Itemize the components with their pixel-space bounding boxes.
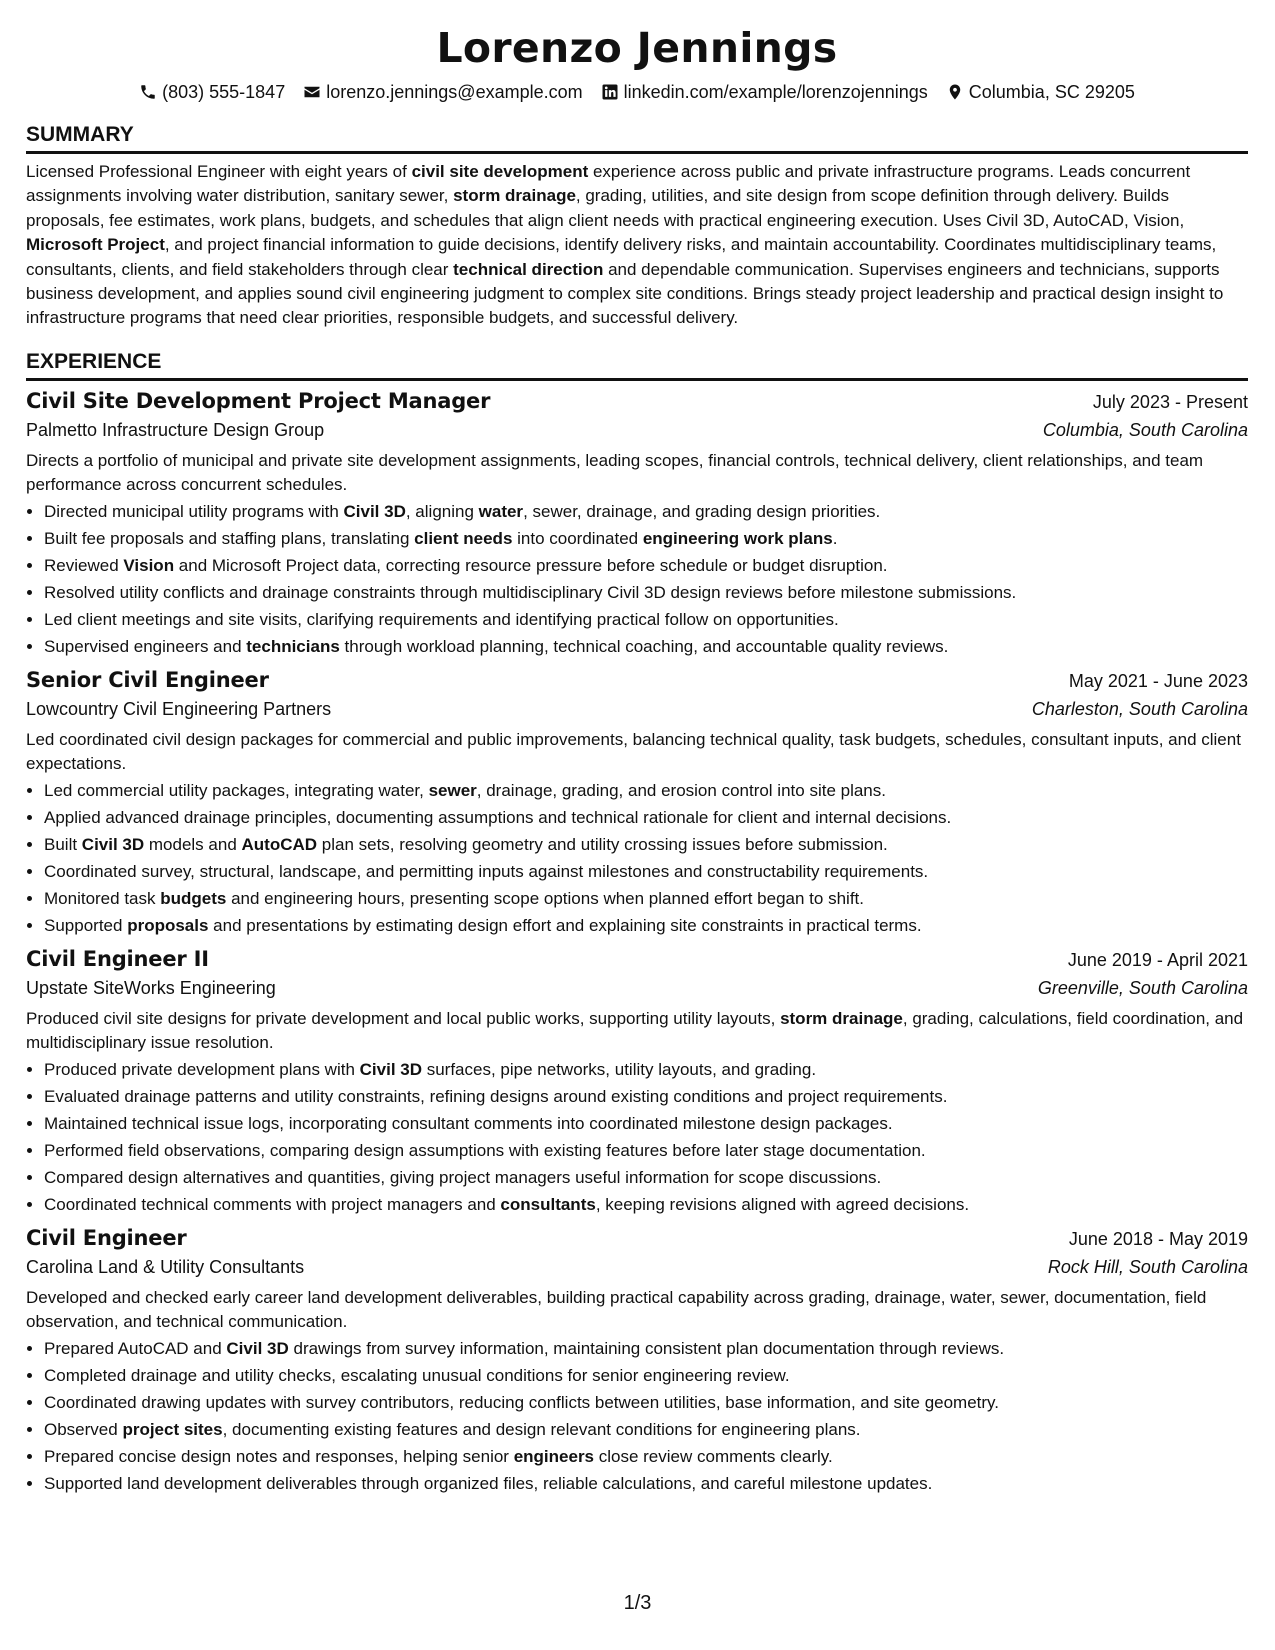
job-title: Civil Engineer II bbox=[26, 946, 209, 971]
job-bullet: • Reviewed Vision and Microsoft Project data, correcting resource pressure before schedule or budget disruption. bbox=[44, 552, 1248, 579]
job-bullet: • Led client meetings and site visits, clarifying requirements and identifying practical follow on opportunities. bbox=[44, 606, 1248, 633]
contact-phone bbox=[139, 80, 285, 104]
envelope-icon bbox=[303, 83, 321, 101]
job-bullet: • Coordinated technical comments with project managers and consultants, keeping revisions aligned with agreed decisions. bbox=[44, 1191, 1248, 1218]
contact-linkedin[interactable] bbox=[601, 80, 928, 104]
job-bullet: • Coordinated survey, structural, landscape, and permitting inputs against milestones and constructability requirements. bbox=[44, 858, 1248, 885]
job-bullet: • Maintained technical issue logs, incorporating consultant comments into coordinated milestone design packages. bbox=[44, 1110, 1248, 1137]
job-bullet: • Evaluated drainage patterns and utility constraints, refining designs around existing conditions and project requirements. bbox=[44, 1083, 1248, 1110]
job-bullet: • Directed municipal utility programs with Civil 3D, aligning water, sewer, drainage, and grading design priorities. bbox=[44, 498, 1248, 525]
job-header bbox=[26, 389, 1248, 413]
page-number: 1/3 bbox=[623, 1592, 652, 1614]
job-description: Developed and checked early career land development deliverables, building practical capability across grading, drainage, water, sewer, documentation, field observation, and technical communication. bbox=[26, 1287, 1207, 1331]
job-bullets bbox=[26, 498, 1248, 660]
job-entry bbox=[26, 668, 1248, 939]
candidate-name: Lorenzo Jennings bbox=[436, 24, 838, 72]
job-bullet: • Supported land development deliverables through organized files, reliable calculations, and careful milestone updates. bbox=[44, 1470, 1248, 1497]
job-bullet: • Resolved utility conflicts and drainage constraints through multidisciplinary Civil 3D design reviews before milestone submissions. bbox=[44, 579, 1248, 606]
job-title: Civil Site Development Project Manager bbox=[26, 388, 491, 413]
job-subheader bbox=[26, 1254, 1248, 1280]
job-location: Greenville, South Carolina bbox=[1037, 977, 1248, 998]
experience-divider bbox=[26, 378, 1248, 381]
job-location: Columbia, South Carolina bbox=[1042, 419, 1248, 440]
job-entry bbox=[26, 947, 1248, 1218]
contact-email[interactable] bbox=[303, 80, 582, 104]
map-pin-icon bbox=[946, 83, 964, 101]
job-bullet: • Monitored task budgets and engineering hours, presenting scope options when planned effort began to shift. bbox=[44, 885, 1248, 912]
experience-heading: EXPERIENCE bbox=[26, 349, 162, 373]
resume-page bbox=[26, 22, 1248, 1497]
job-company: Palmetto Infrastructure Design Group bbox=[26, 419, 325, 440]
job-bullet: • Completed drainage and utility checks, escalating unusual conditions for senior engineering review. bbox=[44, 1362, 1248, 1389]
job-bullet: • Applied advanced drainage principles, documenting assumptions and technical rationale for client and internal decisions. bbox=[44, 804, 1248, 831]
job-description: Led coordinated civil design packages for commercial and public improvements, balancing technical quality, task budgets, schedules, consultant inputs, and client expectations. bbox=[26, 729, 1241, 773]
job-title: Senior Civil Engineer bbox=[26, 667, 269, 692]
job-bullets bbox=[26, 777, 1248, 939]
job-bullet: • Built fee proposals and staffing plans, translating client needs into coordinated engineering work plans. bbox=[44, 525, 1248, 552]
job-bullet: • Supervised engineers and technicians through workload planning, technical coaching, and accountable quality reviews. bbox=[44, 633, 1248, 660]
linkedin-text[interactable]: linkedin.com/example/lorenzojennings bbox=[623, 82, 928, 102]
job-bullet: • Built Civil 3D models and AutoCAD plan sets, resolving geometry and utility crossing issues before submission. bbox=[44, 831, 1248, 858]
job-title: Civil Engineer bbox=[26, 1225, 187, 1250]
email-text[interactable]: lorenzo.jennings@example.com bbox=[326, 82, 583, 102]
job-subheader bbox=[26, 975, 1248, 1001]
job-bullet: • Prepared concise design notes and responses, helping senior engineers close review comments clearly. bbox=[44, 1443, 1248, 1470]
job-bullet: • Compared design alternatives and quantities, giving project managers useful information for scope discussions. bbox=[44, 1164, 1248, 1191]
job-subheader bbox=[26, 696, 1248, 722]
experience-list bbox=[26, 389, 1248, 1497]
job-bullet: • Led commercial utility packages, integrating water, sewer, drainage, grading, and erosion control into site plans. bbox=[44, 777, 1248, 804]
job-company: Lowcountry Civil Engineering Partners bbox=[26, 698, 332, 719]
job-location: Rock Hill, South Carolina bbox=[1047, 1256, 1248, 1277]
job-entry bbox=[26, 389, 1248, 660]
job-entry bbox=[26, 1226, 1248, 1497]
linkedin-icon bbox=[601, 83, 619, 101]
job-company: Carolina Land & Utility Consultants bbox=[26, 1256, 305, 1277]
job-header bbox=[26, 1226, 1248, 1250]
job-bullet: • Performed field observations, comparing design assumptions with existing features before later stage documentation. bbox=[44, 1137, 1248, 1164]
job-description: Produced civil site designs for private development and local public works, supporting utility layouts, storm drainage, grading, calculations, field coordination, and multidisciplinary issue resolution. bbox=[26, 1008, 1244, 1052]
job-dates: May 2021 - June 2023 bbox=[1068, 670, 1248, 691]
job-bullet: • Observed project sites, documenting existing features and design relevant conditions for engineering plans. bbox=[44, 1416, 1248, 1443]
job-dates: June 2018 - May 2019 bbox=[1068, 1228, 1248, 1249]
job-bullets bbox=[26, 1056, 1248, 1218]
summary-heading: SUMMARY bbox=[26, 123, 134, 146]
summary-divider bbox=[26, 151, 1248, 154]
phone-text: (803) 555-1847 bbox=[162, 82, 286, 102]
job-dates: July 2023 - Present bbox=[1092, 391, 1248, 412]
job-description: Directs a portfolio of municipal and private site development assignments, leading scopes, financial controls, technical delivery, client relationships, and team performance across concurrent schedules. bbox=[26, 450, 1204, 494]
summary-text: Licensed Professional Engineer with eight years of civil site development experience across public and private infrastructure programs. Leads concurrent assignments involving water distribution, sanitary sewer, storm drainage, grading, utilities, and site design from scope definition through delivery. Builds proposals, fee estimates, work plans, budgets, and schedules that align client needs with practical engineering execution. Uses Civil 3D, AutoCAD, Vision, Microsoft Project, and project financial information to guide decisions, identify delivery risks, and maintain accountability. Coordinates multidisciplinary teams, consultants, clients, and field stakeholders through clear technical direction and dependable communication. Supervises engineers and technicians, supports business development, and applies sound civil engineering judgment to complex site conditions. Brings steady project leadership and practical design insight to infrastructure programs that need clear priorities, responsible budgets, and successful delivery. bbox=[26, 162, 1224, 328]
job-dates: June 2019 - April 2021 bbox=[1067, 949, 1248, 970]
job-company: Upstate SiteWorks Engineering bbox=[26, 977, 276, 998]
location-text: Columbia, SC 29205 bbox=[968, 82, 1135, 102]
phone-icon bbox=[139, 83, 157, 101]
job-location: Charleston, South Carolina bbox=[1031, 698, 1248, 719]
job-header bbox=[26, 947, 1248, 971]
job-bullet: • Coordinated drawing updates with survey contributors, reducing conflicts between utilities, base information, and site geometry. bbox=[44, 1389, 1248, 1416]
contact-location bbox=[946, 80, 1135, 104]
job-bullet: • Produced private development plans with Civil 3D surfaces, pipe networks, utility layouts, and grading. bbox=[44, 1056, 1248, 1083]
job-bullet: • Supported proposals and presentations by estimating design effort and explaining site constraints in practical terms. bbox=[44, 912, 1248, 939]
job-bullet: • Prepared AutoCAD and Civil 3D drawings from survey information, maintaining consistent plan documentation through reviews. bbox=[44, 1335, 1248, 1362]
job-header bbox=[26, 668, 1248, 692]
contact-bar bbox=[26, 80, 1248, 104]
job-subheader bbox=[26, 417, 1248, 443]
job-bullets bbox=[26, 1335, 1248, 1497]
